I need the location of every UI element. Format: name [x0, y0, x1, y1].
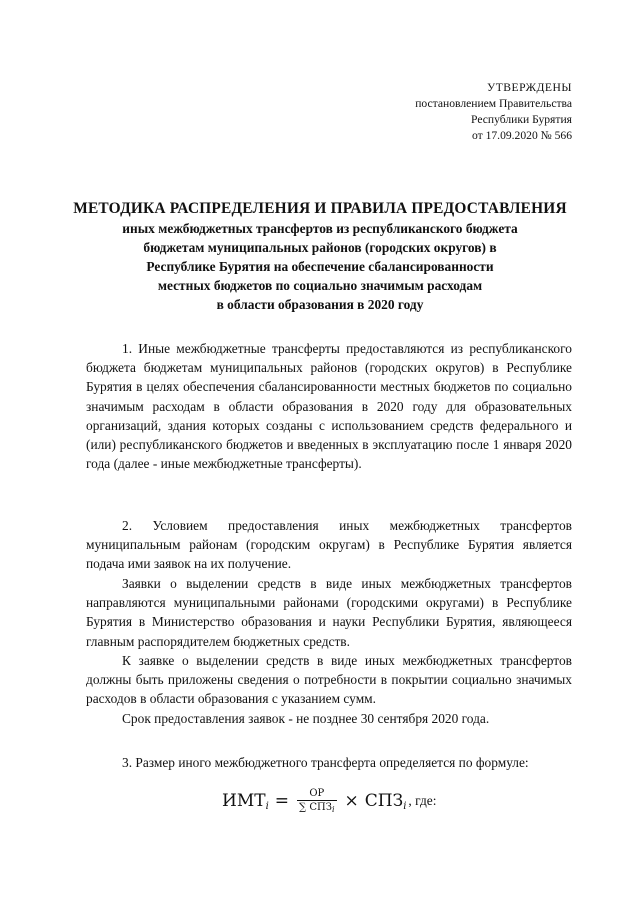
title-line-1: МЕТОДИКА РАСПРЕДЕЛЕНИЯ И ПРАВИЛА ПРЕДОСТАВЛЕНИЯ: [73, 200, 567, 217]
formula-denominator: ∑ $СПЗ_i$: [299, 802, 335, 814]
approval-heading: УТВЕРЖДЕНЫ: [486, 81, 572, 94]
formula: [222, 788, 436, 814]
paragraph-5: Срок предоставления заявок - не позднее 30 сентября 2020 года.: [122, 711, 490, 726]
formula-rhs: СПЗi: [364, 790, 407, 812]
formula-tail: , где:: [408, 793, 437, 808]
formula-fraction: [297, 788, 337, 814]
title-line-2: иных межбюджетных трансфертов из республиканского бюджета: [122, 221, 518, 236]
approval-block: [415, 80, 572, 144]
formula-numerator: ОР: [309, 788, 325, 799]
title-line-4: Республике Бурятия на обеспечение сбалансированности: [146, 259, 494, 274]
formula-equals: =: [274, 791, 290, 811]
paragraph-3: Заявки о выделении средств в виде иных межбюджетных трансфертов направляются муниципальными районами (городскими округами) в Республике Бурятия в Министерство образования и науки Республики Бурятия, являющееся главным распорядителем бюджетных средств.: [86, 576, 572, 649]
title-line-6: в области образования в 2020 году: [216, 297, 424, 312]
formula-lhs: ИМТi: [222, 790, 269, 812]
paragraph-2: 2. Условием предоставления иных межбюджетных трансфертов муниципальным районам (городским округам) в Республике Бурятия является подача ими заявок на их получение.: [86, 518, 572, 572]
title-line-5: местных бюджетов по социально значимым расходам: [157, 278, 483, 293]
approval-republic: Республики Бурятия: [471, 113, 572, 126]
approval-date-number: от 17.09.2020 № 566: [471, 129, 572, 142]
paragraph-6: 3. Размер иного межбюджетного трансферта определяется по формуле:: [122, 755, 529, 770]
approval-resolution: постановлением Правительства: [415, 97, 572, 110]
title-line-3: бюджетам муниципальных районов (городских округов) в: [143, 240, 497, 255]
document-title: [70, 199, 570, 314]
paragraph-1: 1. Иные межбюджетные трансферты предоставляются из республиканского бюджета бюджетам муниципальных районов (городских округов) в Республике Бурятия в целях обеспечения сбалансированности местных бюджетов по социально значимым расходам в области образования в 2020 году для образовательных организаций, здания которых созданы с использованием средств федерального и (или) республиканского бюджетов и введенных в эксплуатацию после 1 января 2020 года (далее - иные межбюджетные трансферты).: [86, 341, 572, 472]
formula-times: ×: [344, 791, 359, 811]
paragraph-4: К заявке о выделении средств в виде иных межбюджетных трансфертов должны быть приложены сведения о потребности в покрытии социально значимых расходов в области образования с указанием сумм.: [86, 653, 572, 707]
